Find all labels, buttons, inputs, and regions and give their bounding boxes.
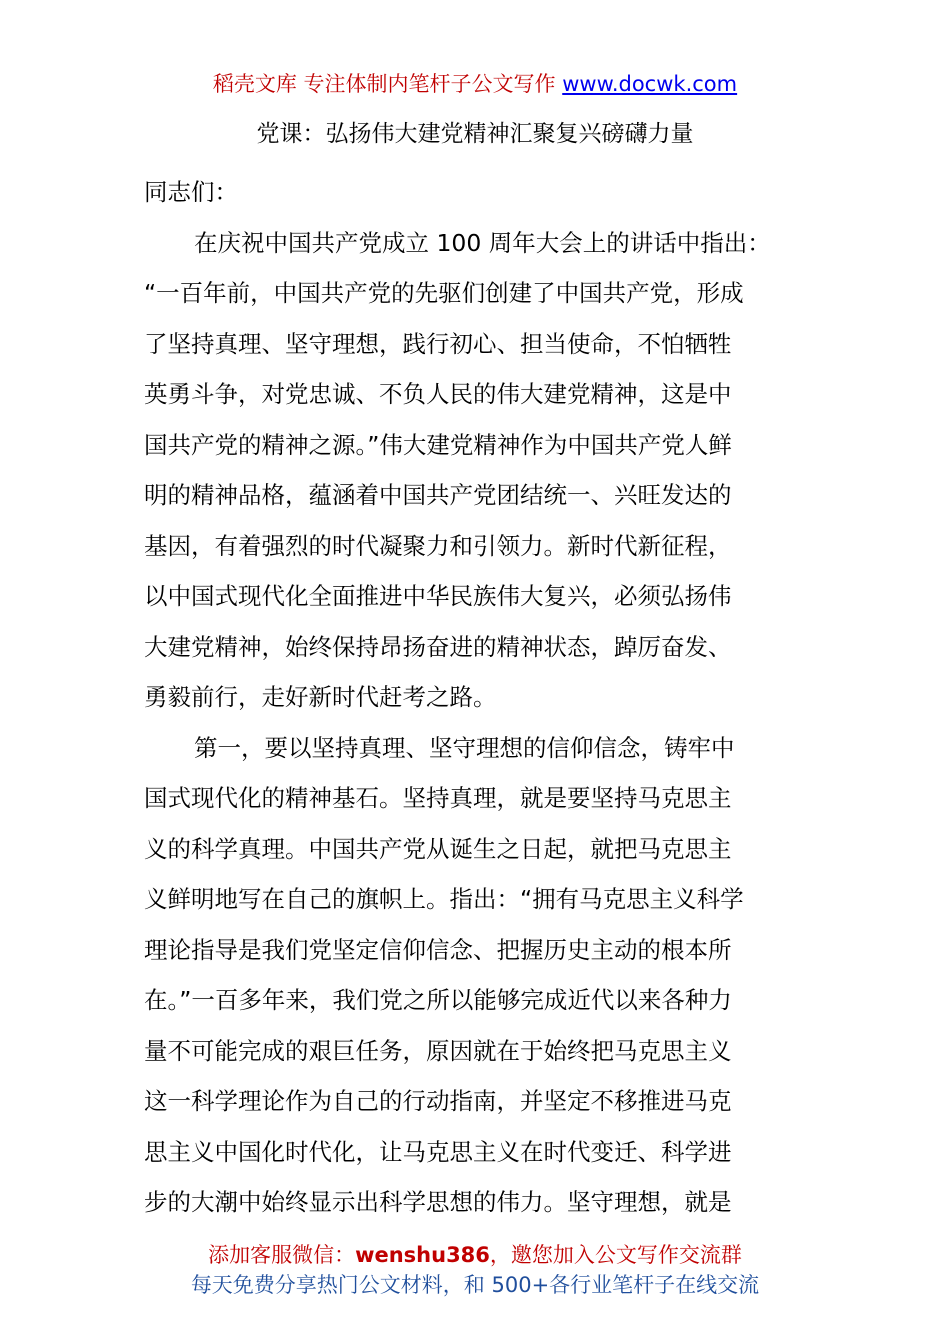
paragraph-line: 第一，要以坚持真理、坚守理想的信仰信念，铸牢中 bbox=[194, 733, 735, 762]
footer-suffix: ，邀您加入公文写作交流群 bbox=[489, 1243, 742, 1267]
website-link[interactable]: www.docwk.com bbox=[562, 72, 738, 96]
greeting: 同志们： bbox=[144, 178, 238, 206]
paragraph-line: 了坚持真理、坚守理想，践行初心、担当使命，不怕牺牲 bbox=[144, 329, 732, 358]
footer-promo-line: 每天免费分享热门公文材料，和 500+各行业笔杆子在线交流 bbox=[190, 1273, 760, 1297]
paragraph-line: 国共产党的精神之源。”伟大建党精神作为中国共产党人鲜 bbox=[144, 430, 732, 459]
paragraph-line: 国式现代化的精神基石。坚持真理，就是要坚持马克思主 bbox=[144, 784, 732, 812]
paragraph-1 bbox=[144, 218, 834, 723]
paragraph-line: 英勇斗争，对党忠诚、不负人民的伟大建党精神，这是中 bbox=[144, 380, 732, 408]
paragraph-line: 量不可能完成的艰巨任务，原因就在于始终把马克思主义 bbox=[144, 1036, 732, 1065]
paragraph-line: 理论指导是我们党坚定信仰信念、把握历史主动的根本所 bbox=[144, 935, 732, 964]
paragraph-line: 义的科学真理。中国共产党从诞生之日起，就把马克思主 bbox=[144, 834, 732, 863]
paragraph-line: 在庆祝中国共产党成立 100 周年大会上的讲话中指出： bbox=[194, 228, 771, 257]
footer-contact-line bbox=[0, 1240, 950, 1270]
paragraph-line: 以中国式现代化全面推进中华民族伟大复兴，必须弘扬伟 bbox=[144, 582, 732, 610]
paragraph-line: 勇毅前行，走好新时代赶考之路。 bbox=[144, 683, 497, 711]
brand-text: 稻壳文库 专注体制内笔杆子公文写作 bbox=[212, 72, 563, 96]
page-header bbox=[0, 70, 950, 98]
page-footer bbox=[0, 1240, 950, 1300]
paragraph-line: 在。”一百多年来，我们党之所以能够完成近代以来各种力 bbox=[144, 986, 732, 1014]
paragraph-line: 基因，有着强烈的时代凝聚力和引领力。新时代新征程， bbox=[144, 531, 732, 560]
wechat-id: wenshu386 bbox=[355, 1243, 490, 1267]
paragraph-line: “一百年前，中国共产党的先驱们创建了中国共产党，形成 bbox=[144, 279, 744, 307]
footer-prefix: 添加客服微信： bbox=[208, 1243, 356, 1267]
paragraph-line: 思主义中国化时代化，让马克思主义在时代变迁、科学进 bbox=[144, 1137, 732, 1166]
paragraph-2 bbox=[144, 723, 834, 1228]
document-title: 党课：弘扬伟大建党精神汇聚复兴磅礴力量 bbox=[256, 121, 694, 147]
paragraph-line: 义鲜明地写在自己的旗帜上。指出：“拥有马克思主义科学 bbox=[144, 885, 744, 913]
paragraph-line: 这一科学理论作为自己的行动指南，并坚定不移推进马克 bbox=[144, 1087, 732, 1115]
document-body bbox=[144, 167, 834, 1228]
paragraph-line: 步的大潮中始终显示出科学思想的伟力。坚守理想，就是 bbox=[144, 1188, 732, 1216]
paragraph-line: 大建党精神，始终保持昂扬奋进的精神状态，踔厉奋发、 bbox=[144, 632, 732, 661]
paragraph-line: 明的精神品格，蕴涵着中国共产党团结统一、兴旺发达的 bbox=[144, 481, 732, 509]
